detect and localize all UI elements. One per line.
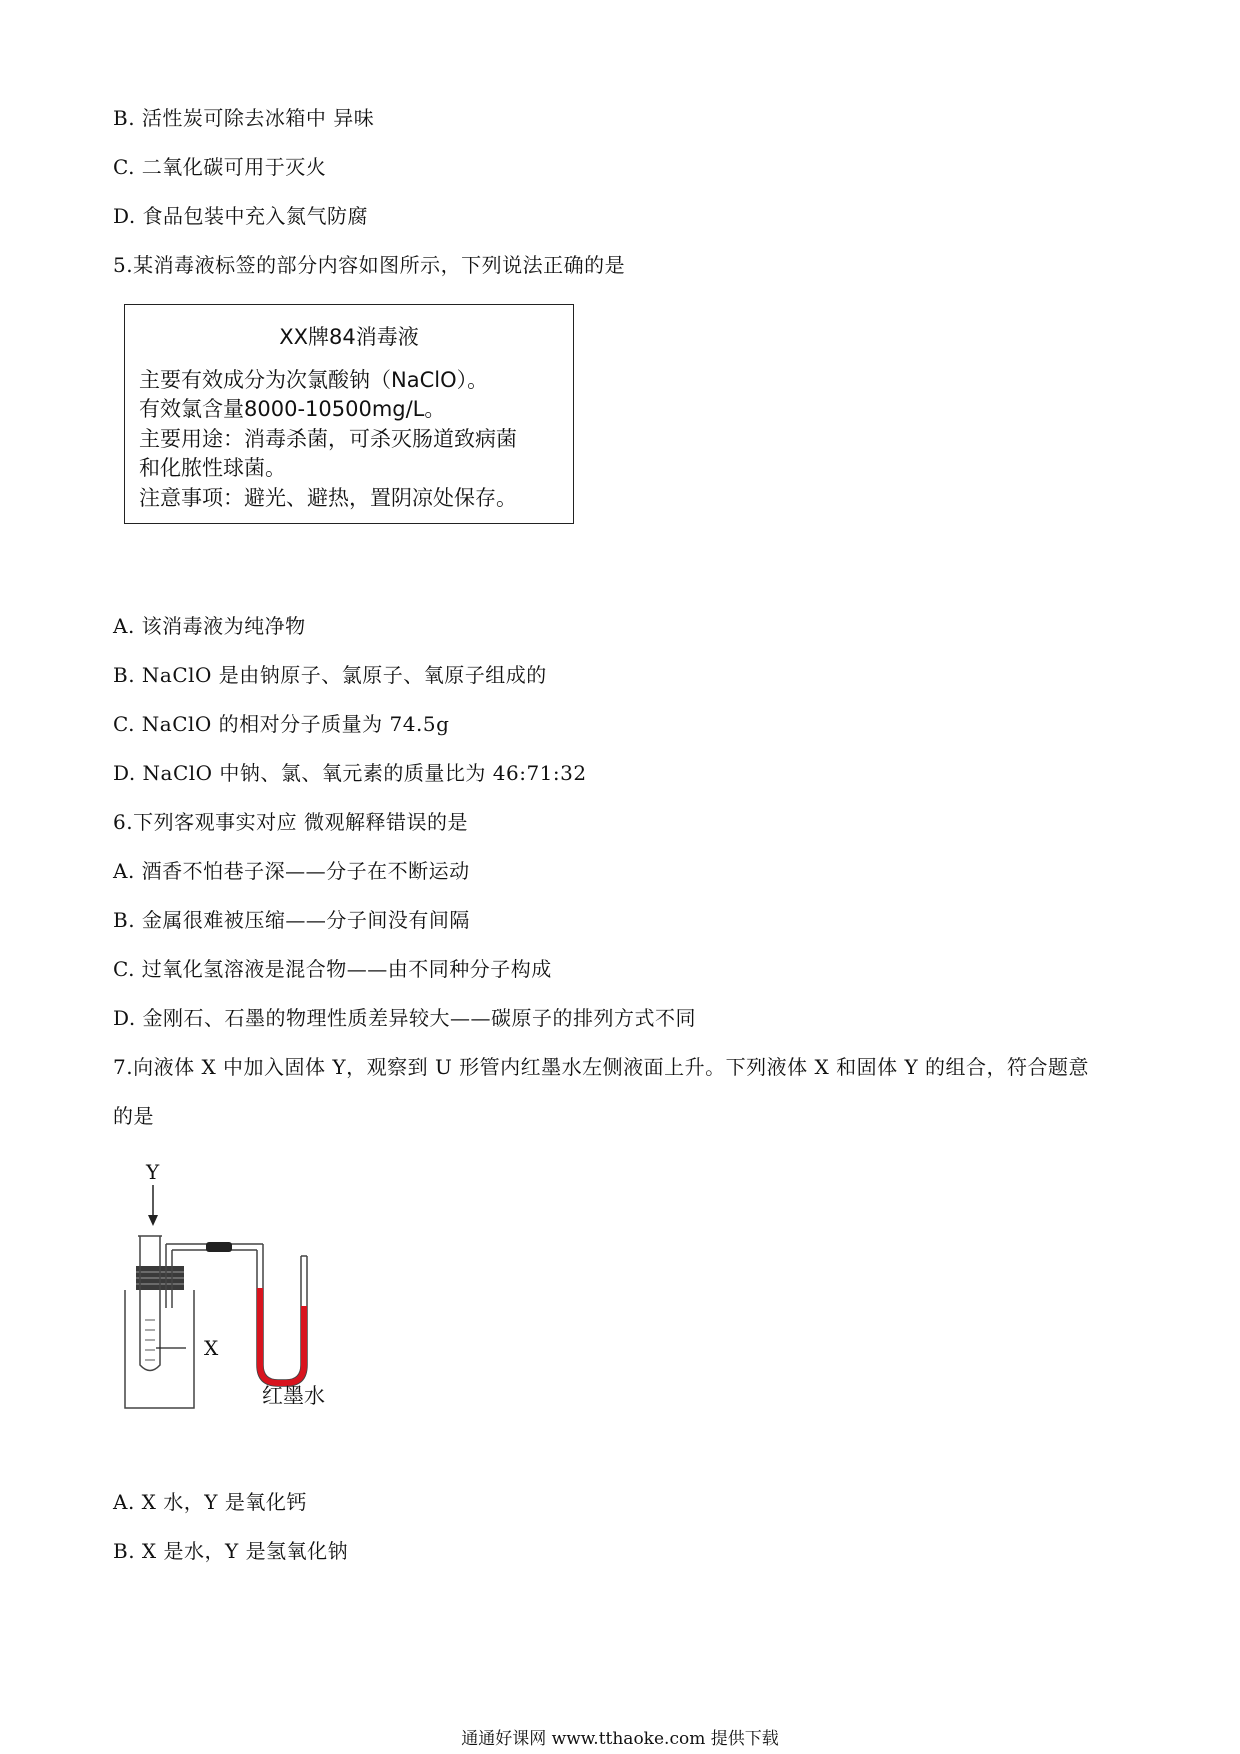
question-5: 5.某消毒液标签的部分内容如图所示，下列说法正确的是 [113,253,626,277]
label-title: XX牌84消毒液 [279,325,419,349]
q6-option-d: D. 金刚石、石墨的物理性质差异较大——碳原子的排列方式不同 [113,1006,697,1030]
label-x: X [204,1336,219,1360]
question-7-continued: 的是 [113,1104,154,1128]
label-line-4: 和化脓性球菌。 [139,456,286,480]
label-line-3: 主要用途：消毒杀菌，可杀灭肠道致病菌 [139,427,517,451]
q5-option-a: A. 该消毒液为纯净物 [113,614,306,638]
label-line-2: 有效氯含量8000-10500mg/L。 [139,397,446,421]
q7-option-b: B. X 是水，Y 是氢氧化钠 [113,1539,349,1563]
footer-watermark: 通通好课网 www.tthaoke.com 提供下载 [461,1729,779,1749]
q5-option-b: B. NaClO 是由钠原子、氯原子、氧原子组成的 [113,663,547,687]
q4-option-d: D. 食品包装中充入氮气防腐 [113,204,369,228]
q6-option-b: B. 金属很难被压缩——分子间没有间隔 [113,908,470,932]
question-6: 6.下列客观事实对应 微观解释错误的是 [113,810,468,834]
label-red-ink: 红墨水 [262,1384,325,1408]
disinfectant-label-box [124,304,574,524]
label-line-5: 注意事项：避光、避热，置阴凉处保存。 [139,486,517,510]
q7-option-a: A. X 水，Y 是氧化钙 [113,1490,307,1514]
q6-option-c: C. 过氧化氢溶液是混合物——由不同种分子构成 [113,957,552,981]
q5-option-c: C. NaClO 的相对分子质量为 74.5g [113,712,450,736]
u-tube-apparatus-diagram [116,1160,356,1410]
label-y: Y [146,1160,160,1184]
q4-option-c: C. 二氧化碳可用于灭火 [113,155,327,179]
label-line-1: 主要有效成分为次氯酸钠（NaClO）。 [139,368,489,392]
q6-option-a: A. 酒香不怕巷子深——分子在不断运动 [113,859,470,883]
apparatus-drawing [116,1160,356,1410]
q4-option-b: B. 活性炭可除去冰箱中 异味 [113,106,375,130]
q5-option-d: D. NaClO 中钠、氯、氧元素的质量比为 46:71:32 [113,761,587,785]
question-7: 7.向液体 X 中加入固体 Y，观察到 U 形管内红墨水左侧液面上升。下列液体 X 和固体 Y 的组合，符合题意 [113,1055,1090,1079]
